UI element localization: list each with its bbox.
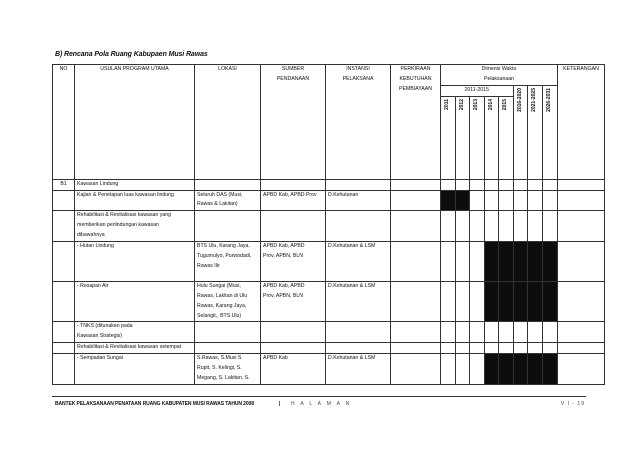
cell-program-line: memberikan perlindungan kawasan — [77, 222, 159, 229]
cell-lokasi-line: Rawas, Karang Jaya, — [197, 302, 247, 309]
year-label: 2011 — [444, 98, 450, 110]
schedule-cell-filled — [455, 190, 470, 211]
cell-program — [75, 322, 195, 343]
schedule-cell — [470, 343, 485, 354]
schedule-cell — [470, 322, 485, 343]
cell-instansi — [326, 241, 391, 281]
col-header-lokasi: LOKASI — [195, 65, 261, 180]
schedule-cell — [455, 281, 470, 322]
footer-halaman: H A L A M A N — [291, 401, 352, 407]
cell-sumber — [261, 322, 326, 343]
cell-no — [53, 190, 75, 211]
col-header-year — [499, 96, 514, 179]
cell-lokasi — [195, 211, 261, 242]
cell-program-line: - TNKS (ditunakan pada — [77, 323, 133, 330]
col-header-year — [484, 96, 499, 179]
schedule-cell-filled — [543, 281, 558, 322]
cell-sumber — [261, 211, 326, 242]
cell-program-line: Rehabilitasi & Revitalisasi kawasan setempat — [77, 344, 182, 351]
schedule-cell — [441, 241, 456, 281]
year-label: 2012 — [458, 98, 465, 110]
schedule-cell-filled — [513, 241, 528, 281]
cell-program-line: Kajian & Penetapan luas kawasan lindung — [77, 191, 174, 198]
col-header-year — [513, 85, 528, 179]
cell-no — [53, 343, 75, 354]
schedule-cell — [455, 241, 470, 281]
year-label: 2014 — [487, 98, 494, 110]
schedule-cell — [441, 281, 456, 322]
schedule-cell — [513, 322, 528, 343]
cell-program — [75, 343, 195, 354]
schedule-cell — [470, 281, 485, 322]
cell-program-line: - Sempadan Sungai — [77, 355, 123, 361]
schedule-cell — [455, 179, 470, 190]
schedule-cell-filled — [441, 190, 456, 211]
section-title: B) Rencana Pola Ruang Kabupaen Musi Rawas — [55, 51, 208, 58]
col-header-period: 2011-2015 — [441, 85, 514, 96]
year-label: 2021-2025 — [531, 87, 538, 112]
schedule-cell — [455, 211, 470, 242]
schedule-cell — [543, 190, 558, 211]
schedule-cell — [513, 211, 528, 242]
cell-lokasi — [195, 354, 261, 385]
schedule-cell-filled — [543, 241, 558, 281]
schedule-cell — [441, 354, 456, 385]
schedule-cell — [499, 343, 514, 354]
schedule-cell — [484, 211, 499, 242]
cell-sumber-line: APBD Kab, APBD Prov — [263, 191, 317, 198]
schedule-cell — [455, 322, 470, 343]
cell-lokasi — [195, 241, 261, 281]
cell-perkiraan — [391, 190, 441, 211]
schedule-cell-filled — [543, 354, 558, 385]
col-header-perkiraan-line: KEBUTUHAN — [399, 75, 432, 82]
cell-lokasi — [195, 281, 261, 322]
schedule-cell-filled — [499, 354, 514, 385]
cell-keterangan — [558, 241, 605, 281]
schedule-cell — [484, 190, 499, 211]
table-row — [53, 190, 605, 211]
schedule-cell-filled — [484, 354, 499, 385]
cell-sumber-line: APBD Kab, APBD — [263, 282, 305, 289]
cell-instansi — [326, 354, 391, 385]
col-header-year — [543, 85, 558, 179]
cell-sumber — [261, 281, 326, 322]
cell-sumber — [261, 190, 326, 211]
cell-sumber-line: Prov, APBN, BLN — [263, 292, 303, 299]
schedule-cell — [499, 179, 514, 190]
schedule-cell — [484, 343, 499, 354]
table-row — [53, 343, 605, 354]
year-label: 2016-2020 — [516, 87, 523, 112]
cell-program — [75, 281, 195, 322]
cell-instansi — [326, 343, 391, 354]
schedule-cell — [441, 211, 456, 242]
schedule-cell — [484, 322, 499, 343]
cell-keterangan — [558, 211, 605, 242]
schedule-cell — [499, 322, 514, 343]
schedule-cell — [470, 354, 485, 385]
schedule-cell — [543, 179, 558, 190]
cell-program — [75, 241, 195, 281]
col-header-perkiraan — [391, 65, 441, 180]
cell-instansi-line: D.Kehutanan — [328, 191, 359, 198]
schedule-cell-filled — [528, 281, 543, 322]
schedule-cell — [470, 179, 485, 190]
cell-instansi — [326, 190, 391, 211]
schedule-cell — [528, 190, 543, 211]
footer-page-number: V I - 19 — [560, 401, 585, 407]
schedule-cell — [528, 322, 543, 343]
cell-lokasi — [195, 322, 261, 343]
cell-lokasi — [195, 343, 261, 354]
cell-program — [75, 190, 195, 211]
schedule-cell-filled — [499, 241, 514, 281]
schedule-cell — [513, 190, 528, 211]
col-header-instansi-line: PELAKSANA — [342, 75, 374, 82]
schedule-cell — [470, 211, 485, 242]
cell-keterangan — [558, 179, 605, 190]
cell-program — [75, 179, 195, 190]
col-header-perkiraan-line: PEMBIAYAAN — [399, 85, 432, 92]
cell-lokasi — [195, 190, 261, 211]
cell-lokasi-line: BTS Ulu, Karang Jaya, — [197, 242, 250, 249]
schedule-cell — [528, 211, 543, 242]
col-header-program: USULAN PROGRAM UTAMA — [75, 65, 195, 180]
cell-perkiraan — [391, 281, 441, 322]
schedule-cell — [528, 179, 543, 190]
cell-keterangan — [558, 190, 605, 211]
cell-perkiraan — [391, 343, 441, 354]
col-header-no: NO — [53, 65, 75, 180]
cell-lokasi-line: S.Rawas, S.Musi S — [197, 355, 242, 361]
cell-instansi-line: D.Kehutanan & LSM — [328, 282, 376, 289]
col-header-dimensi-line: Dimensi Waktu — [481, 66, 517, 72]
schedule-cell — [499, 190, 514, 211]
cell-sumber — [261, 179, 326, 190]
cell-lokasi-line: Seluruh DAS (Musi, — [197, 191, 243, 198]
cell-lokasi-line: Rawas, Lakitan di Ulu — [197, 292, 248, 299]
cell-program-line: Rehabilitasi & Revitalisasi kawasan yang — [77, 212, 171, 219]
cell-program-line: Kawasan Lindung — [77, 180, 119, 187]
col-header-keterangan: KETERANGAN — [558, 65, 605, 180]
cell-no — [53, 281, 75, 322]
schedule-cell-filled — [499, 281, 514, 322]
table-row — [53, 354, 605, 385]
cell-perkiraan — [391, 354, 441, 385]
cell-keterangan — [558, 343, 605, 354]
schedule-cell — [470, 241, 485, 281]
col-header-dimensi-line: Pelaksanaan — [484, 75, 514, 82]
schedule-cell-filled — [528, 241, 543, 281]
cell-instansi — [326, 322, 391, 343]
cell-program — [75, 354, 195, 385]
cell-lokasi-line: Rawas & Lakitan) — [197, 201, 238, 208]
year-label: 2026-2031 — [546, 87, 553, 112]
program-table — [52, 64, 605, 385]
schedule-cell — [470, 190, 485, 211]
cell-no — [53, 211, 75, 242]
cell-program-line: - Hutan Lindung — [77, 242, 114, 249]
footer-separator: | — [279, 401, 281, 407]
cell-instansi-line: D.Kehutanan & LSM — [328, 242, 376, 249]
cell-lokasi-line: Selangit,, BTS Ulu) — [197, 312, 242, 319]
cell-sumber-line: Prov, APBN, BLN — [263, 252, 303, 259]
cell-sumber-line: APBD Kab — [263, 355, 288, 361]
cell-no: B1 — [53, 179, 75, 190]
cell-program-line: Kawasan Strategis) — [77, 333, 122, 340]
col-header-year — [470, 96, 485, 179]
schedule-cell — [441, 343, 456, 354]
schedule-cell — [513, 179, 528, 190]
cell-program — [75, 211, 195, 242]
schedule-cell — [499, 211, 514, 242]
table-row — [53, 281, 605, 322]
cell-instansi — [326, 281, 391, 322]
schedule-cell — [441, 179, 456, 190]
table-row — [53, 322, 605, 343]
table-row — [53, 241, 605, 281]
schedule-cell-filled — [513, 281, 528, 322]
footer-document-title: BANTEK PELAKSANAAN PENATAAN RUANG KABUPATEN MUSI RAWAS TAHUN 2008 — [55, 401, 254, 407]
cell-lokasi-line: Rupit, S. Kelingi, S. — [197, 364, 242, 371]
table-row — [53, 211, 605, 242]
cell-perkiraan — [391, 211, 441, 242]
col-header-instansi-line: INSTANSI — [346, 66, 370, 72]
col-header-instansi — [326, 65, 391, 180]
col-header-sumber — [261, 65, 326, 180]
col-header-perkiraan-line: PERKIRAAN — [400, 66, 431, 72]
cell-perkiraan — [391, 241, 441, 281]
schedule-cell-filled — [528, 354, 543, 385]
schedule-cell — [455, 354, 470, 385]
cell-lokasi — [195, 179, 261, 190]
cell-perkiraan — [391, 322, 441, 343]
schedule-cell — [528, 343, 543, 354]
cell-lokasi-line: Hulu Sungai (Musi, — [197, 282, 241, 289]
table-row — [53, 179, 605, 190]
cell-lokasi-line: Megang, S. Lakitan, S. — [197, 374, 250, 381]
cell-sumber — [261, 241, 326, 281]
col-header-year — [455, 96, 470, 179]
cell-instansi-line: D.Kehutanan & LSM — [328, 355, 376, 361]
cell-keterangan — [558, 281, 605, 322]
year-label: 2015 — [502, 98, 508, 110]
col-header-sumber-line: SUMBER — [281, 66, 305, 72]
cell-keterangan — [558, 354, 605, 385]
col-header-dimensi — [441, 65, 558, 86]
cell-no — [53, 241, 75, 281]
footer-divider — [52, 396, 586, 397]
schedule-cell — [441, 322, 456, 343]
year-label: 2013 — [473, 98, 479, 110]
cell-no — [53, 354, 75, 385]
col-header-year — [441, 96, 456, 179]
schedule-cell-filled — [484, 281, 499, 322]
schedule-cell — [543, 322, 558, 343]
cell-program-line: dibawahnya — [77, 232, 105, 238]
cell-perkiraan — [391, 179, 441, 190]
cell-keterangan — [558, 322, 605, 343]
schedule-cell-filled — [513, 354, 528, 385]
schedule-cell — [484, 179, 499, 190]
schedule-cell-filled — [484, 241, 499, 281]
cell-instansi — [326, 179, 391, 190]
schedule-cell — [455, 343, 470, 354]
cell-program-line: - Resapan Air — [77, 282, 109, 289]
cell-lokasi-line: Rawas Ilir — [197, 262, 220, 269]
cell-instansi — [326, 211, 391, 242]
cell-sumber — [261, 354, 326, 385]
col-header-sumber-line: PENDANAAN — [276, 75, 310, 82]
cell-no — [53, 322, 75, 343]
schedule-cell — [513, 343, 528, 354]
schedule-cell — [543, 343, 558, 354]
cell-lokasi-line: Tugumulyo, Purwodadi, — [197, 252, 252, 259]
cell-sumber — [261, 343, 326, 354]
cell-sumber-line: APBD Kab, APBD — [263, 242, 305, 249]
schedule-cell — [543, 211, 558, 242]
col-header-year — [528, 85, 543, 179]
